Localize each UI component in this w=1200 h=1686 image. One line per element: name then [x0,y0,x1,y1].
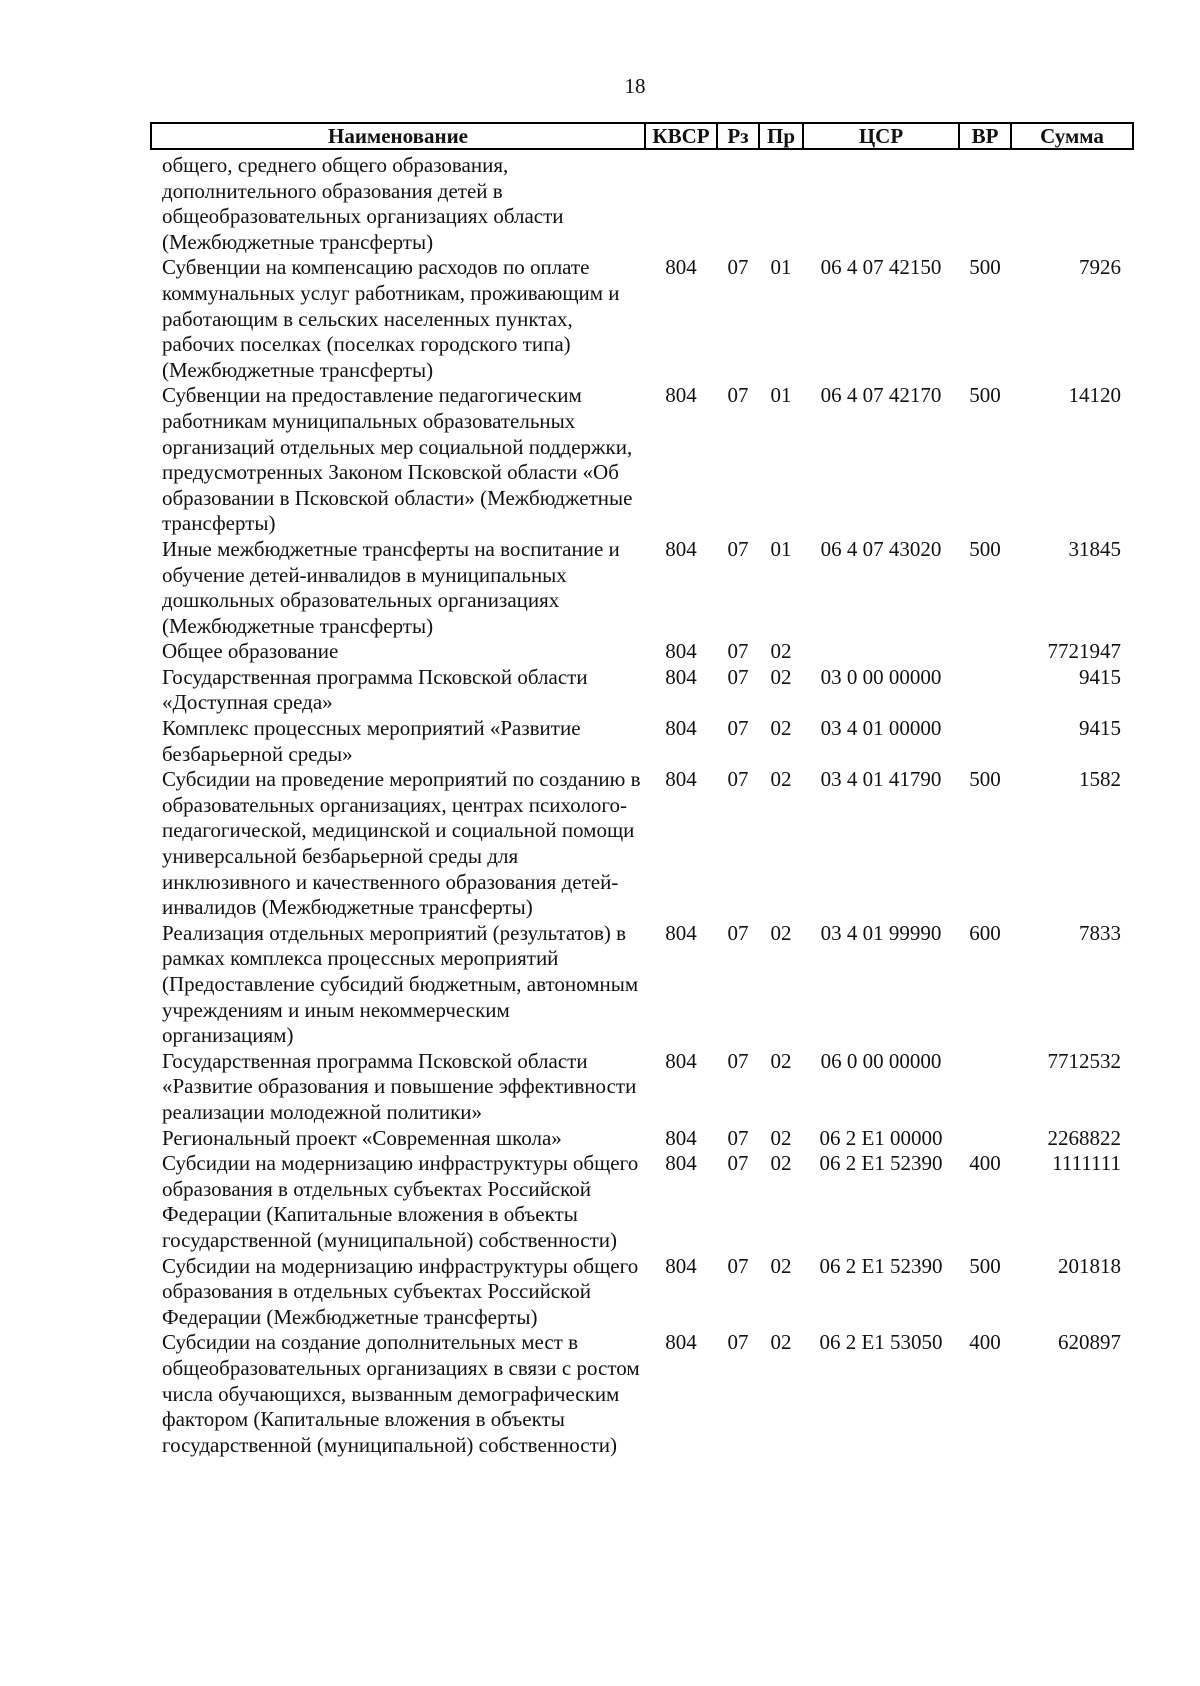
row-name: Субвенции на предоставление педагогическим работникам муниципальных образовательных организаций отдельных мер социальной поддержки, предусмотренных Законом Псковской области «Об образовании в Псковской области» (Межбюджетные трансферты) [162,383,633,536]
row-pr: 02 [770,716,792,741]
row-rz: 07 [727,1253,749,1278]
row-rz: 07 [727,255,749,280]
row-sum: 14120 [1068,383,1121,408]
row-csr: 06 0 00 00000 [820,1048,942,1073]
row-pr: 02 [770,1330,792,1355]
table-row [151,716,1133,767]
table-row [151,255,1133,383]
row-kvsr: 804 [665,920,697,945]
row-vr [959,665,1011,716]
row-pr: 02 [770,1048,792,1073]
row-kvsr: 804 [665,1253,697,1278]
header-name: Наименование [151,123,645,149]
row-kvsr: 804 [665,639,697,664]
row-name: Иные межбюджетные трансферты на воспитание и обучение детей-инвалидов в муниципальных дошкольных образовательных организациях (Межбюджетные трансферты) [162,536,620,638]
row-csr [803,639,959,665]
row-csr: 06 4 07 42170 [820,383,942,408]
table-row [151,1254,1133,1331]
row-vr [959,149,1011,255]
table-row [151,149,1133,255]
row-sum: 620897 [1058,1330,1121,1355]
row-rz [717,149,759,255]
row-vr: 400 [969,1330,1001,1355]
row-name: Общее образование [162,639,339,664]
row-kvsr: 804 [665,255,697,280]
row-sum: 9415 [1079,716,1121,741]
header-vr: ВР [959,123,1011,149]
row-csr: 03 4 01 99990 [820,920,942,945]
header-rz: Рз [717,123,759,149]
row-kvsr: 804 [665,1151,697,1176]
row-rz: 07 [727,1151,749,1176]
row-csr [803,149,959,255]
row-vr [959,716,1011,767]
row-sum: 1111111 [1052,1151,1121,1176]
row-csr: 03 4 01 41790 [820,767,942,792]
table-row [151,665,1133,716]
row-rz: 07 [727,1330,749,1355]
row-csr: 06 4 07 42150 [820,255,942,280]
table-row [151,537,1133,639]
table-row [151,1126,1133,1152]
row-kvsr: 804 [665,1125,697,1150]
row-kvsr: 804 [665,716,697,741]
row-kvsr: 804 [665,664,697,689]
page-number: 18 [624,74,646,98]
row-name: Реализация отдельных мероприятий (результатов) в рамках комплекса процессных мероприятий (Предоставление субсидий бюджетным, автономным учреждениям и иным некоммерческим организациям) [162,920,639,1048]
row-kvsr: 804 [665,1330,697,1355]
row-name: Субсидии на проведение мероприятий по созданию в образовательных организациях, центрах психолого-педагогической, медицинской и социальной помощи универсальной безбарьерной среды для инклюзивного и качественного образования детей-инвалидов (Межбюджетные трансферты) [162,767,641,920]
row-vr: 500 [969,767,1001,792]
row-sum: 7721947 [1047,639,1121,664]
row-rz: 07 [727,1125,749,1150]
row-name: Субвенции на компенсацию расходов по оплате коммунальных услуг работникам, проживающим и работающим в сельских населенных пунктах, рабочих поселках (поселках городского типа) (Межбюджетные трансферты) [162,255,620,382]
row-rz: 07 [727,536,749,561]
header-pr: Пр [759,123,803,149]
row-vr [959,639,1011,665]
row-pr: 02 [770,664,792,689]
row-pr: 02 [770,639,792,664]
row-sum: 7833 [1079,920,1121,945]
row-sum: 2268822 [1047,1125,1121,1150]
row-csr: 06 4 07 43020 [820,536,942,561]
row-kvsr: 804 [665,1048,697,1073]
row-vr: 600 [969,920,1001,945]
row-name: Региональный проект «Современная школа» [162,1125,562,1150]
row-pr [759,149,803,255]
row-rz: 07 [727,664,749,689]
row-csr: 03 0 00 00000 [820,664,942,689]
row-csr: 06 2 E1 00000 [819,1125,943,1150]
row-sum: 31845 [1068,536,1121,561]
row-name: Субсидии на создание дополнительных мест в общеобразовательных организациях в связи с ростом числа обучающихся, вызванным демографическим фактором (Капитальные вложения в объекты государственной (муниципальной) собственности) [162,1330,640,1457]
row-vr: 500 [969,1253,1001,1278]
row-sum: 1582 [1079,767,1121,792]
row-name: Субсидии на модернизацию инфраструктуры общего образования в отдельных субъектах Российской Федерации (Капитальные вложения в объекты государственной (муниципальной) собственности) [162,1151,639,1252]
row-pr: 02 [770,1125,792,1150]
row-pr: 01 [770,383,792,408]
row-csr: 06 2 E1 52390 [819,1151,943,1176]
row-csr: 03 4 01 00000 [820,716,942,741]
table-row [151,1049,1133,1126]
row-kvsr: 804 [665,767,697,792]
row-rz: 07 [727,767,749,792]
row-rz: 07 [727,639,749,664]
row-sum: 201818 [1058,1253,1121,1278]
header-kvsr: КВСР [645,123,717,149]
table-row [151,639,1133,665]
row-sum: 7712532 [1047,1048,1121,1073]
row-kvsr: 804 [665,536,697,561]
table-row [151,1330,1133,1458]
row-rz: 07 [727,716,749,741]
row-rz: 07 [727,1048,749,1073]
row-pr: 01 [770,536,792,561]
row-pr: 01 [770,255,792,280]
budget-table [150,122,1134,1458]
row-name: общего, среднего общего образования, дополнительного образования детей в общеобразовательных организациях области (Межбюджетные трансферты) [162,153,564,254]
row-vr: 500 [969,255,1001,280]
row-csr: 06 2 E1 53050 [819,1330,943,1355]
row-sum [1011,149,1133,255]
row-sum: 9415 [1079,664,1121,689]
row-kvsr [645,149,717,255]
row-vr: 500 [969,383,1001,408]
row-vr: 400 [969,1151,1001,1176]
row-name: Субсидии на модернизацию инфраструктуры общего образования в отдельных субъектах Российской Федерации (Межбюджетные трансферты) [162,1253,639,1329]
row-vr [959,1049,1011,1126]
row-pr: 02 [770,767,792,792]
row-name: Государственная программа Псковской области «Доступная среда» [162,664,588,715]
row-pr: 02 [770,1253,792,1278]
row-name: Комплекс процессных мероприятий «Развитие безбарьерной среды» [162,716,581,766]
row-sum: 7926 [1079,255,1121,280]
row-csr: 06 2 E1 52390 [819,1253,943,1278]
row-vr [959,1126,1011,1152]
table-row [151,1151,1133,1253]
table-header [151,123,1133,149]
table-row [151,767,1133,921]
table-body [151,149,1133,1458]
table-row [151,383,1133,537]
header-sum: Сумма [1011,123,1133,149]
row-pr: 02 [770,920,792,945]
header-csr: ЦСР [803,123,959,149]
table-row [151,921,1133,1049]
row-name: Государственная программа Псковской области «Развитие образования и повышение эффективности реализации молодежной политики» [162,1048,637,1124]
row-kvsr: 804 [665,383,697,408]
row-rz: 07 [727,920,749,945]
header-row [151,123,1133,149]
row-pr: 02 [770,1151,792,1176]
row-vr: 500 [969,536,1001,561]
row-rz: 07 [727,383,749,408]
